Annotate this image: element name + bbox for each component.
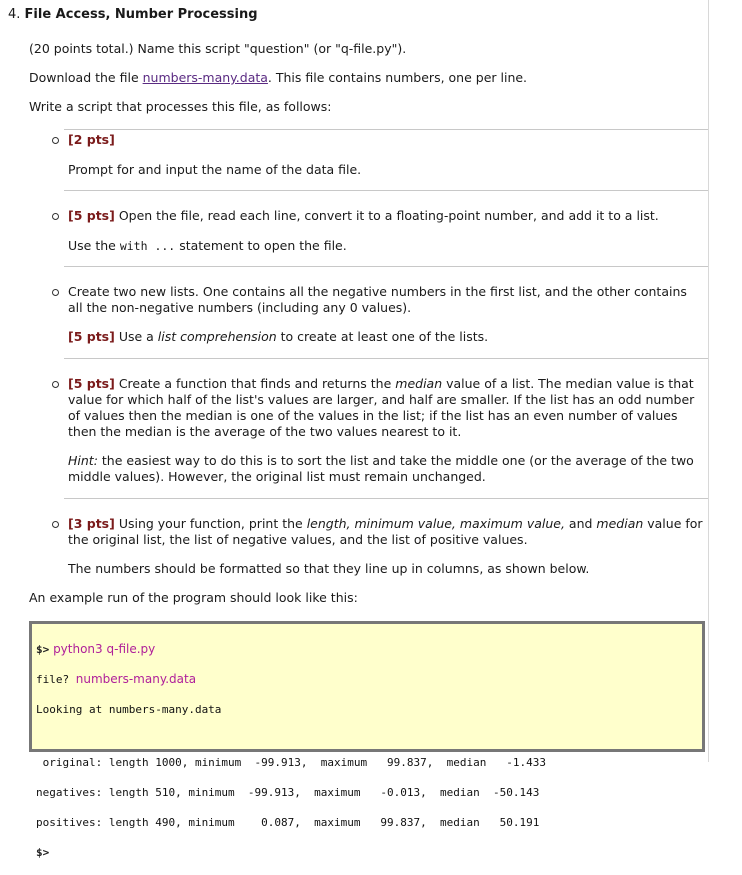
item-1-points: [2 pts]	[68, 132, 115, 147]
item-3-use-line: [5 pts] Use a list comprehension to create at least one of the lists.	[68, 329, 489, 344]
item-5-format-line: The numbers should be formatted so that they line up in columns, as shown below.	[68, 561, 590, 576]
terminal-looking-line: Looking at numbers-many.data	[36, 703, 222, 716]
question-title	[8, 7, 258, 22]
example-label: An example run of the program should look like this:	[29, 590, 358, 605]
question-number: 4.	[8, 7, 21, 22]
bullet-icon	[52, 213, 59, 220]
with-code: with ...	[119, 239, 176, 253]
item-1-text: Prompt for and input the name of the data file.	[68, 162, 362, 177]
item-2-text: [5 pts] Open the file, read each line, convert it to a floating-point number, and add it to a list.	[68, 208, 659, 223]
item-3-text: Create two new lists. One contains all the negative numbers in the first list, and the other contains all the non-negative numbers (including any 0 values).	[68, 284, 687, 315]
bullet-icon	[52, 289, 59, 296]
terminal-negatives-row: negatives: length 510, minimum -99.913, maximum -0.013, median -50.143	[36, 786, 540, 799]
divider	[64, 358, 708, 359]
download-suffix: . This file contains numbers, one per line.	[267, 70, 528, 85]
intro-download-line	[29, 70, 527, 85]
question-heading: File Access, Number Processing	[24, 7, 258, 22]
terminal-final-prompt: $>	[36, 846, 50, 859]
bullet-icon	[52, 521, 59, 528]
download-prefix: Download the file	[29, 70, 143, 85]
terminal-file-line: file? numbers-many.data	[36, 672, 197, 686]
numbers-many-data-link[interactable]: numbers-many.data	[142, 70, 268, 85]
item-4-hint: Hint: the easiest way to do this is to sort the list and take the middle one (or the average of the two middle values). However, the original list must remain unchanged.	[68, 453, 694, 484]
right-border-rule	[708, 0, 709, 762]
bullet-icon	[52, 381, 59, 388]
terminal-example	[29, 621, 705, 859]
divider	[64, 129, 708, 130]
item-5-text: [3 pts] Using your function, print the length, minimum value, maximum value, and median value for the original list, the list of negative values, and the list of positive values.	[68, 516, 703, 547]
intro-write-line: Write a script that processes this file, as follows:	[29, 99, 332, 114]
divider	[64, 190, 708, 191]
item-4-text: [5 pts] Create a function that finds and returns the median value of a list. The median value is that value for which half of the list's values are larger, and half are smaller. If the list has an odd number of values then the median is one of the values in the list; if the list has an even number of values then the median is the average of the two values nearest to it.	[68, 376, 695, 439]
divider	[64, 266, 708, 267]
terminal-command-line: $> python3 q-file.py	[36, 642, 156, 656]
bullet-icon	[52, 137, 59, 144]
terminal-original-row: original: length 1000, minimum -99.913, maximum 99.837, median -1.433	[36, 756, 546, 769]
divider	[64, 498, 708, 499]
terminal-positives-row: positives: length 490, minimum 0.087, maximum 99.837, median 50.191	[36, 816, 540, 829]
intro-points-line: (20 points total.) Name this script "question" (or "q-file.py").	[29, 41, 407, 56]
item-2-use-line: Use the with ... statement to open the file.	[68, 238, 347, 253]
